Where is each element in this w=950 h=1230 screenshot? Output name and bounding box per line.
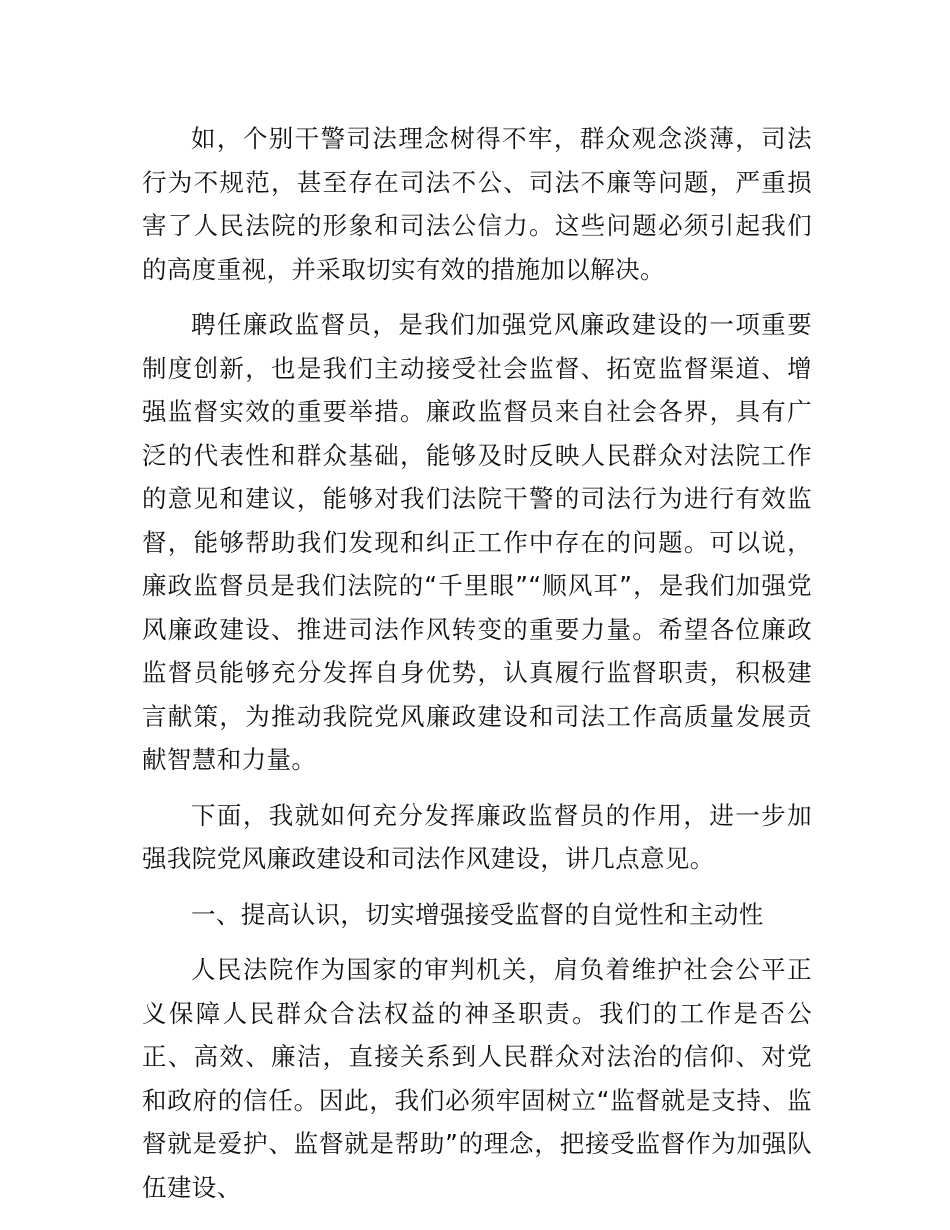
paragraph-supervisor-role: 聘任廉政监督员，是我们加强党风廉政建设的一项重要制度创新，也是我们主动接受社会监督、拓宽监督渠道、增强监督实效的重要举措。廉政监督员来自社会各界，具有广泛的代表性和群众基础，能够及时反映人民群众对法院工作的意见和建议，能够对我们法院干警的司法行为进行有效监督，能够帮助我们发现和纠正工作中存在的问题。可以说，廉政监督员是我们法院的“千里眼”“顺风耳”，是我们加强党风廉政建设、推进司法作风转变的重要力量。希望各位廉政监督员能够充分发挥自身优势，认真履行监督职责，积极建言献策，为推动我院党风廉政建设和司法工作高质量发展贡献智慧和力量。	[142, 310, 812, 774]
paragraph-opinions: 下面，我就如何充分发挥廉政监督员的作用，进一步加强我院党风廉政建设和司法作风建设，讲几点意见。	[142, 800, 812, 873]
paragraph-section-one: 人民法院作为国家的审判机关，肩负着维护社会公平正义保障人民群众合法权益的神圣职责。我们的工作是否公正、高效、廉洁，直接关系到人民群众对法治的信仰、对党和政府的信任。因此，我们必须牢固树立“监督就是支持、监督就是爱护、监督就是帮助”的理念，把接受监督作为加强队伍建设、	[142, 955, 812, 1202]
paragraph-intro: 如，个别干警司法理念树得不牢，群众观念淡薄，司法行为不规范，甚至存在司法不公、司法不廉等问题，严重损害了人民法院的形象和司法公信力。这些问题必须引起我们的高度重视，并采取切实有效的措施加以解决。	[142, 124, 812, 284]
document-page	[142, 117, 812, 1221]
section-heading: 一、提高认识，切实增强接受监督的自觉性和主动性	[191, 899, 764, 929]
